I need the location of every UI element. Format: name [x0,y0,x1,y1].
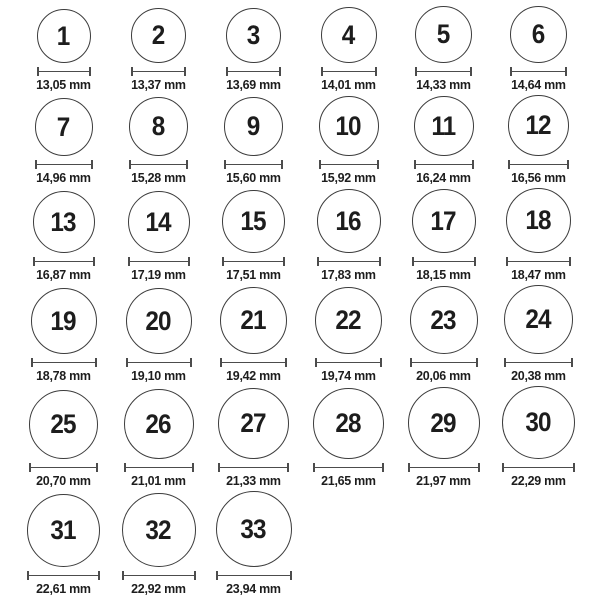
diameter-ruler-line [218,575,290,576]
ring-circle [129,97,188,156]
ring-circle [27,494,100,567]
diameter-ruler [222,257,285,266]
diameter-ruler [35,160,93,169]
ring-size-cell [206,8,301,93]
ring-size-cell [396,6,491,93]
diameter-ruler [510,67,567,76]
diameter-label: 19,74 mm [321,368,376,383]
diameter-label: 14,01 mm [321,77,376,92]
diameter-label: 19,42 mm [226,368,281,383]
ring-circle [222,190,285,253]
diameter-label: 17,19 mm [131,267,186,282]
ring-circle [126,288,192,354]
diameter-ruler [415,67,472,76]
diameter-ruler-line [128,362,190,363]
ring-size-cell [396,387,491,489]
ring-size-cell [16,191,111,283]
ring-size-number: 19 [50,305,77,336]
ring-size-cell [16,9,111,93]
ring-size-number: 9 [247,111,260,141]
ring-circle [319,96,379,156]
diameter-ruler [414,160,474,169]
diameter-ruler [220,358,287,367]
diameter-label: 16,56 mm [511,170,566,185]
ring-circle [216,491,292,567]
ring-size-number: 17 [430,205,457,236]
ring-circle [504,285,573,354]
ring-size-cell [301,287,396,384]
diameter-label: 21,97 mm [416,473,471,488]
ring-size-cell [491,285,586,384]
ring-size-cell [111,288,206,384]
ring-size-number: 13 [50,206,77,237]
ring-size-number: 23 [430,304,457,335]
diameter-ruler [226,67,281,76]
diameter-ruler [313,463,384,472]
diameter-ruler-line [37,164,91,165]
ring-size-number: 1 [57,20,70,51]
ring-circle [412,189,476,253]
ring-circle [410,286,478,354]
ring-circle [35,98,93,156]
diameter-ruler-line [130,261,188,262]
ring-circle [124,389,194,459]
ring-size-cell [111,8,206,93]
ring-circle [508,95,569,156]
diameter-ruler [410,358,478,367]
diameter-ruler [504,358,573,367]
diameter-ruler [31,358,97,367]
diameter-ruler-line [126,467,192,468]
diameter-ruler [27,571,100,580]
ring-circle [33,191,95,253]
ring-size-number: 29 [430,407,457,438]
diameter-ruler [131,67,186,76]
ring-size-cell [301,388,396,489]
ring-size-cell [111,191,206,283]
diameter-ruler [126,358,192,367]
diameter-ruler [315,358,382,367]
ring-size-cell [16,494,111,597]
ring-size-number: 3 [247,20,260,50]
diameter-label: 15,60 mm [226,170,281,185]
ring-size-cell [396,286,491,384]
ring-size-cell [206,287,301,384]
ring-size-cell [491,386,586,489]
ring-size-number: 15 [240,206,267,236]
diameter-ruler-line [416,164,472,165]
diameter-ruler-line [412,362,476,363]
ring-circle [218,388,289,459]
ring-size-row [16,188,600,283]
ring-size-number: 21 [240,305,267,335]
ring-size-number: 26 [145,408,172,439]
ring-circle [29,390,98,459]
ring-size-cell [301,96,396,186]
diameter-label: 14,33 mm [416,77,471,92]
ring-size-cell [206,388,301,489]
ring-size-cell [111,493,206,597]
ring-circle [415,6,472,63]
ring-size-number: 27 [240,408,267,438]
ring-circle [414,96,474,156]
diameter-ruler [502,463,575,472]
diameter-ruler-line [131,164,186,165]
ring-size-cell [206,97,301,186]
ring-size-number: 5 [437,19,450,49]
diameter-label: 20,70 mm [36,473,91,488]
ring-size-cell [16,288,111,384]
ring-size-row [16,95,600,186]
ring-size-number: 11 [431,110,456,141]
diameter-ruler [319,160,379,169]
diameter-ruler-line [504,467,573,468]
ring-size-cell [16,98,111,186]
diameter-ruler-line [315,467,382,468]
diameter-ruler-line [417,71,470,72]
ring-size-cell [301,189,396,283]
ring-size-number: 14 [145,206,172,237]
diameter-ruler [29,463,98,472]
diameter-label: 21,33 mm [226,473,281,488]
diameter-label: 17,83 mm [321,267,376,282]
diameter-ruler [124,463,194,472]
ring-size-cell [396,96,491,186]
diameter-ruler [37,67,91,76]
ring-size-cell [206,491,301,597]
ring-size-number: 18 [525,205,552,235]
diameter-ruler [506,257,571,266]
diameter-label: 23,94 mm [226,581,281,596]
diameter-ruler-line [29,575,98,576]
ring-circle [128,191,190,253]
diameter-ruler-line [133,71,184,72]
ring-circle [37,9,91,63]
diameter-label: 21,65 mm [321,473,376,488]
ring-size-number: 30 [525,407,552,437]
diameter-label: 22,61 mm [36,581,91,596]
diameter-label: 14,96 mm [36,170,91,185]
ring-size-cell [206,190,301,283]
diameter-ruler [216,571,292,580]
diameter-label: 22,92 mm [131,581,186,596]
diameter-label: 14,64 mm [511,77,566,92]
ring-circle [122,493,196,567]
diameter-label: 15,92 mm [321,170,376,185]
diameter-label: 13,69 mm [226,77,281,92]
ring-size-number: 8 [152,111,165,141]
ring-circle [31,288,97,354]
ring-size-number: 25 [50,409,77,439]
diameter-label: 20,06 mm [416,368,471,383]
diameter-ruler-line [39,71,89,72]
diameter-ruler-line [317,362,380,363]
ring-size-number: 20 [145,305,172,336]
diameter-label: 13,37 mm [131,77,186,92]
ring-size-cell [491,188,586,283]
ring-size-cell [111,389,206,489]
diameter-label: 15,28 mm [131,170,186,185]
ring-size-row [16,386,600,489]
ring-circle [220,287,287,354]
ring-circle [313,388,384,459]
diameter-ruler-line [323,71,375,72]
diameter-ruler [224,160,283,169]
diameter-ruler-line [222,362,285,363]
ring-size-row [16,491,600,597]
diameter-ruler [122,571,196,580]
ring-size-number: 4 [342,19,355,50]
ring-circle [226,8,281,63]
diameter-label: 17,51 mm [226,267,281,282]
diameter-ruler-line [410,467,478,468]
ring-size-number: 6 [532,19,545,49]
diameter-label: 22,29 mm [511,473,566,488]
ring-size-cell [491,95,586,186]
ring-circle [315,287,382,354]
ring-circle [321,7,377,63]
ring-size-number: 32 [145,514,172,545]
diameter-ruler-line [512,71,565,72]
diameter-ruler [321,67,377,76]
diameter-label: 21,01 mm [131,473,186,488]
ring-size-number: 22 [335,305,362,335]
ring-size-number: 2 [152,20,165,50]
diameter-ruler-line [508,261,569,262]
diameter-ruler-line [224,261,283,262]
diameter-ruler-line [124,575,194,576]
diameter-ruler [508,160,569,169]
ring-size-cell [301,7,396,93]
diameter-ruler-line [228,71,279,72]
diameter-ruler-line [35,261,93,262]
diameter-label: 16,87 mm [36,267,91,282]
ring-size-cell [396,189,491,283]
ring-size-number: 33 [240,513,267,544]
diameter-ruler [129,160,188,169]
diameter-ruler-line [33,362,95,363]
diameter-label: 20,38 mm [511,368,566,383]
diameter-label: 16,24 mm [416,170,471,185]
diameter-label: 18,78 mm [36,368,91,383]
diameter-ruler [317,257,381,266]
diameter-label: 18,47 mm [511,267,566,282]
diameter-ruler-line [226,164,281,165]
diameter-ruler-line [319,261,379,262]
diameter-ruler [218,463,289,472]
ring-circle [408,387,480,459]
diameter-ruler [128,257,190,266]
diameter-ruler [33,257,95,266]
diameter-ruler-line [220,467,287,468]
ring-size-cell [111,97,206,186]
ring-circle [317,189,381,253]
ring-size-number: 7 [57,111,70,142]
ring-size-number: 28 [335,408,362,438]
diameter-label: 13,05 mm [36,77,91,92]
diameter-ruler-line [31,467,96,468]
ring-circle [506,188,571,253]
diameter-ruler-line [321,164,377,165]
ring-size-number: 31 [50,515,77,545]
ring-size-row [16,6,600,93]
ring-size-number: 16 [335,205,362,236]
ring-size-number: 12 [525,110,552,140]
ring-size-number: 24 [525,304,552,334]
ring-circle [502,386,575,459]
ring-size-row [16,285,600,384]
ring-size-cell [16,390,111,489]
diameter-label: 18,15 mm [416,267,471,282]
diameter-label: 19,10 mm [131,368,186,383]
diameter-ruler [408,463,480,472]
ring-circle [131,8,186,63]
diameter-ruler-line [414,261,474,262]
ring-size-number: 10 [335,110,362,141]
ring-circle [510,6,567,63]
diameter-ruler-line [510,164,567,165]
ring-circle [224,97,283,156]
diameter-ruler-line [506,362,571,363]
ring-size-cell [491,6,586,93]
diameter-ruler [412,257,476,266]
